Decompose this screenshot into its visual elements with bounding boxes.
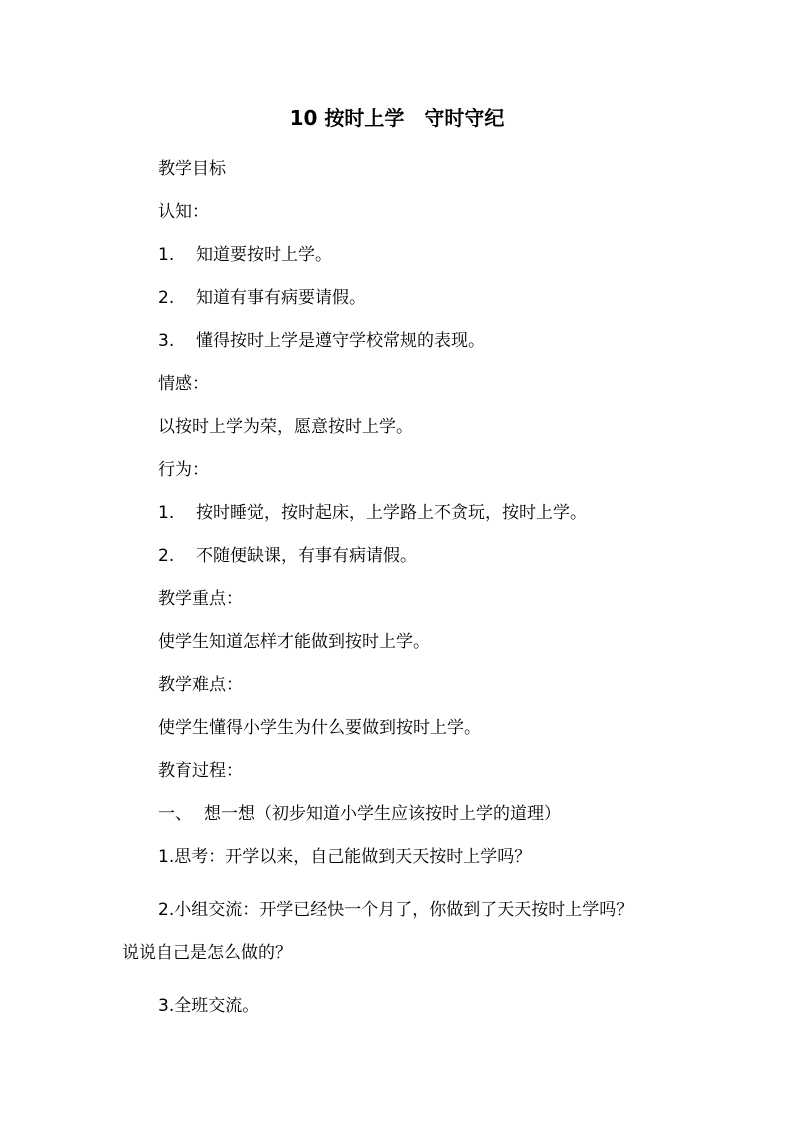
process-step-3: 3.全班交流。: [158, 996, 260, 1016]
process-step-2-continued: 说说自己是怎么做的？: [122, 943, 292, 963]
cognition-item-3-text: 懂得按时上学是遵守学校常规的表现。: [196, 331, 485, 351]
difficulty-text: 使学生懂得小学生为什么要做到按时上学。: [158, 718, 481, 738]
difficulty-heading: 教学难点：: [158, 675, 243, 695]
behavior-item-1-number: 1.: [158, 503, 175, 523]
cognition-item-2-text: 知道有事有病要请假。: [196, 288, 366, 308]
document-title: 10 按时上学 守时守纪: [289, 106, 505, 130]
process-section-1: [158, 802, 561, 826]
behavior-item-1-text: 按时睡觉，按时起床，上学路上不贪玩，按时上学。: [196, 503, 587, 523]
behavior-item-2-text: 不随便缺课，有事有病请假。: [196, 546, 417, 566]
process-step-1: 1.思考：开学以来，自己能做到天天按时上学吗？: [158, 847, 532, 867]
cognition-item-2: [158, 286, 366, 310]
cognition-item-1-number: 1.: [158, 245, 175, 265]
process-section-1-text: 想一想（初步知道小学生应该按时上学的道理）: [204, 804, 561, 824]
cognition-item-3-number: 3.: [158, 331, 175, 351]
key-point-heading: 教学重点：: [158, 589, 243, 609]
key-point-text: 使学生知道怎样才能做到按时上学。: [158, 632, 430, 652]
cognition-item-1-text: 知道要按时上学。: [196, 245, 332, 265]
cognition-heading: 认知：: [158, 202, 209, 222]
cognition-item-3: [158, 329, 485, 353]
emotion-heading: 情感：: [158, 374, 209, 394]
goal-heading: 教学目标: [158, 159, 226, 179]
process-step-2: 2.小组交流：开学已经快一个月了，你做到了天天按时上学吗？: [158, 900, 634, 920]
behavior-item-2-number: 2.: [158, 546, 175, 566]
process-heading: 教育过程：: [158, 761, 243, 781]
cognition-item-1: [158, 243, 332, 267]
behavior-item-1: [158, 501, 587, 525]
behavior-heading: 行为：: [158, 460, 209, 480]
emotion-text: 以按时上学为荣，愿意按时上学。: [158, 417, 413, 437]
cognition-item-2-number: 2.: [158, 288, 175, 308]
behavior-item-2: [158, 544, 417, 568]
process-section-1-number: 一、: [158, 804, 192, 824]
